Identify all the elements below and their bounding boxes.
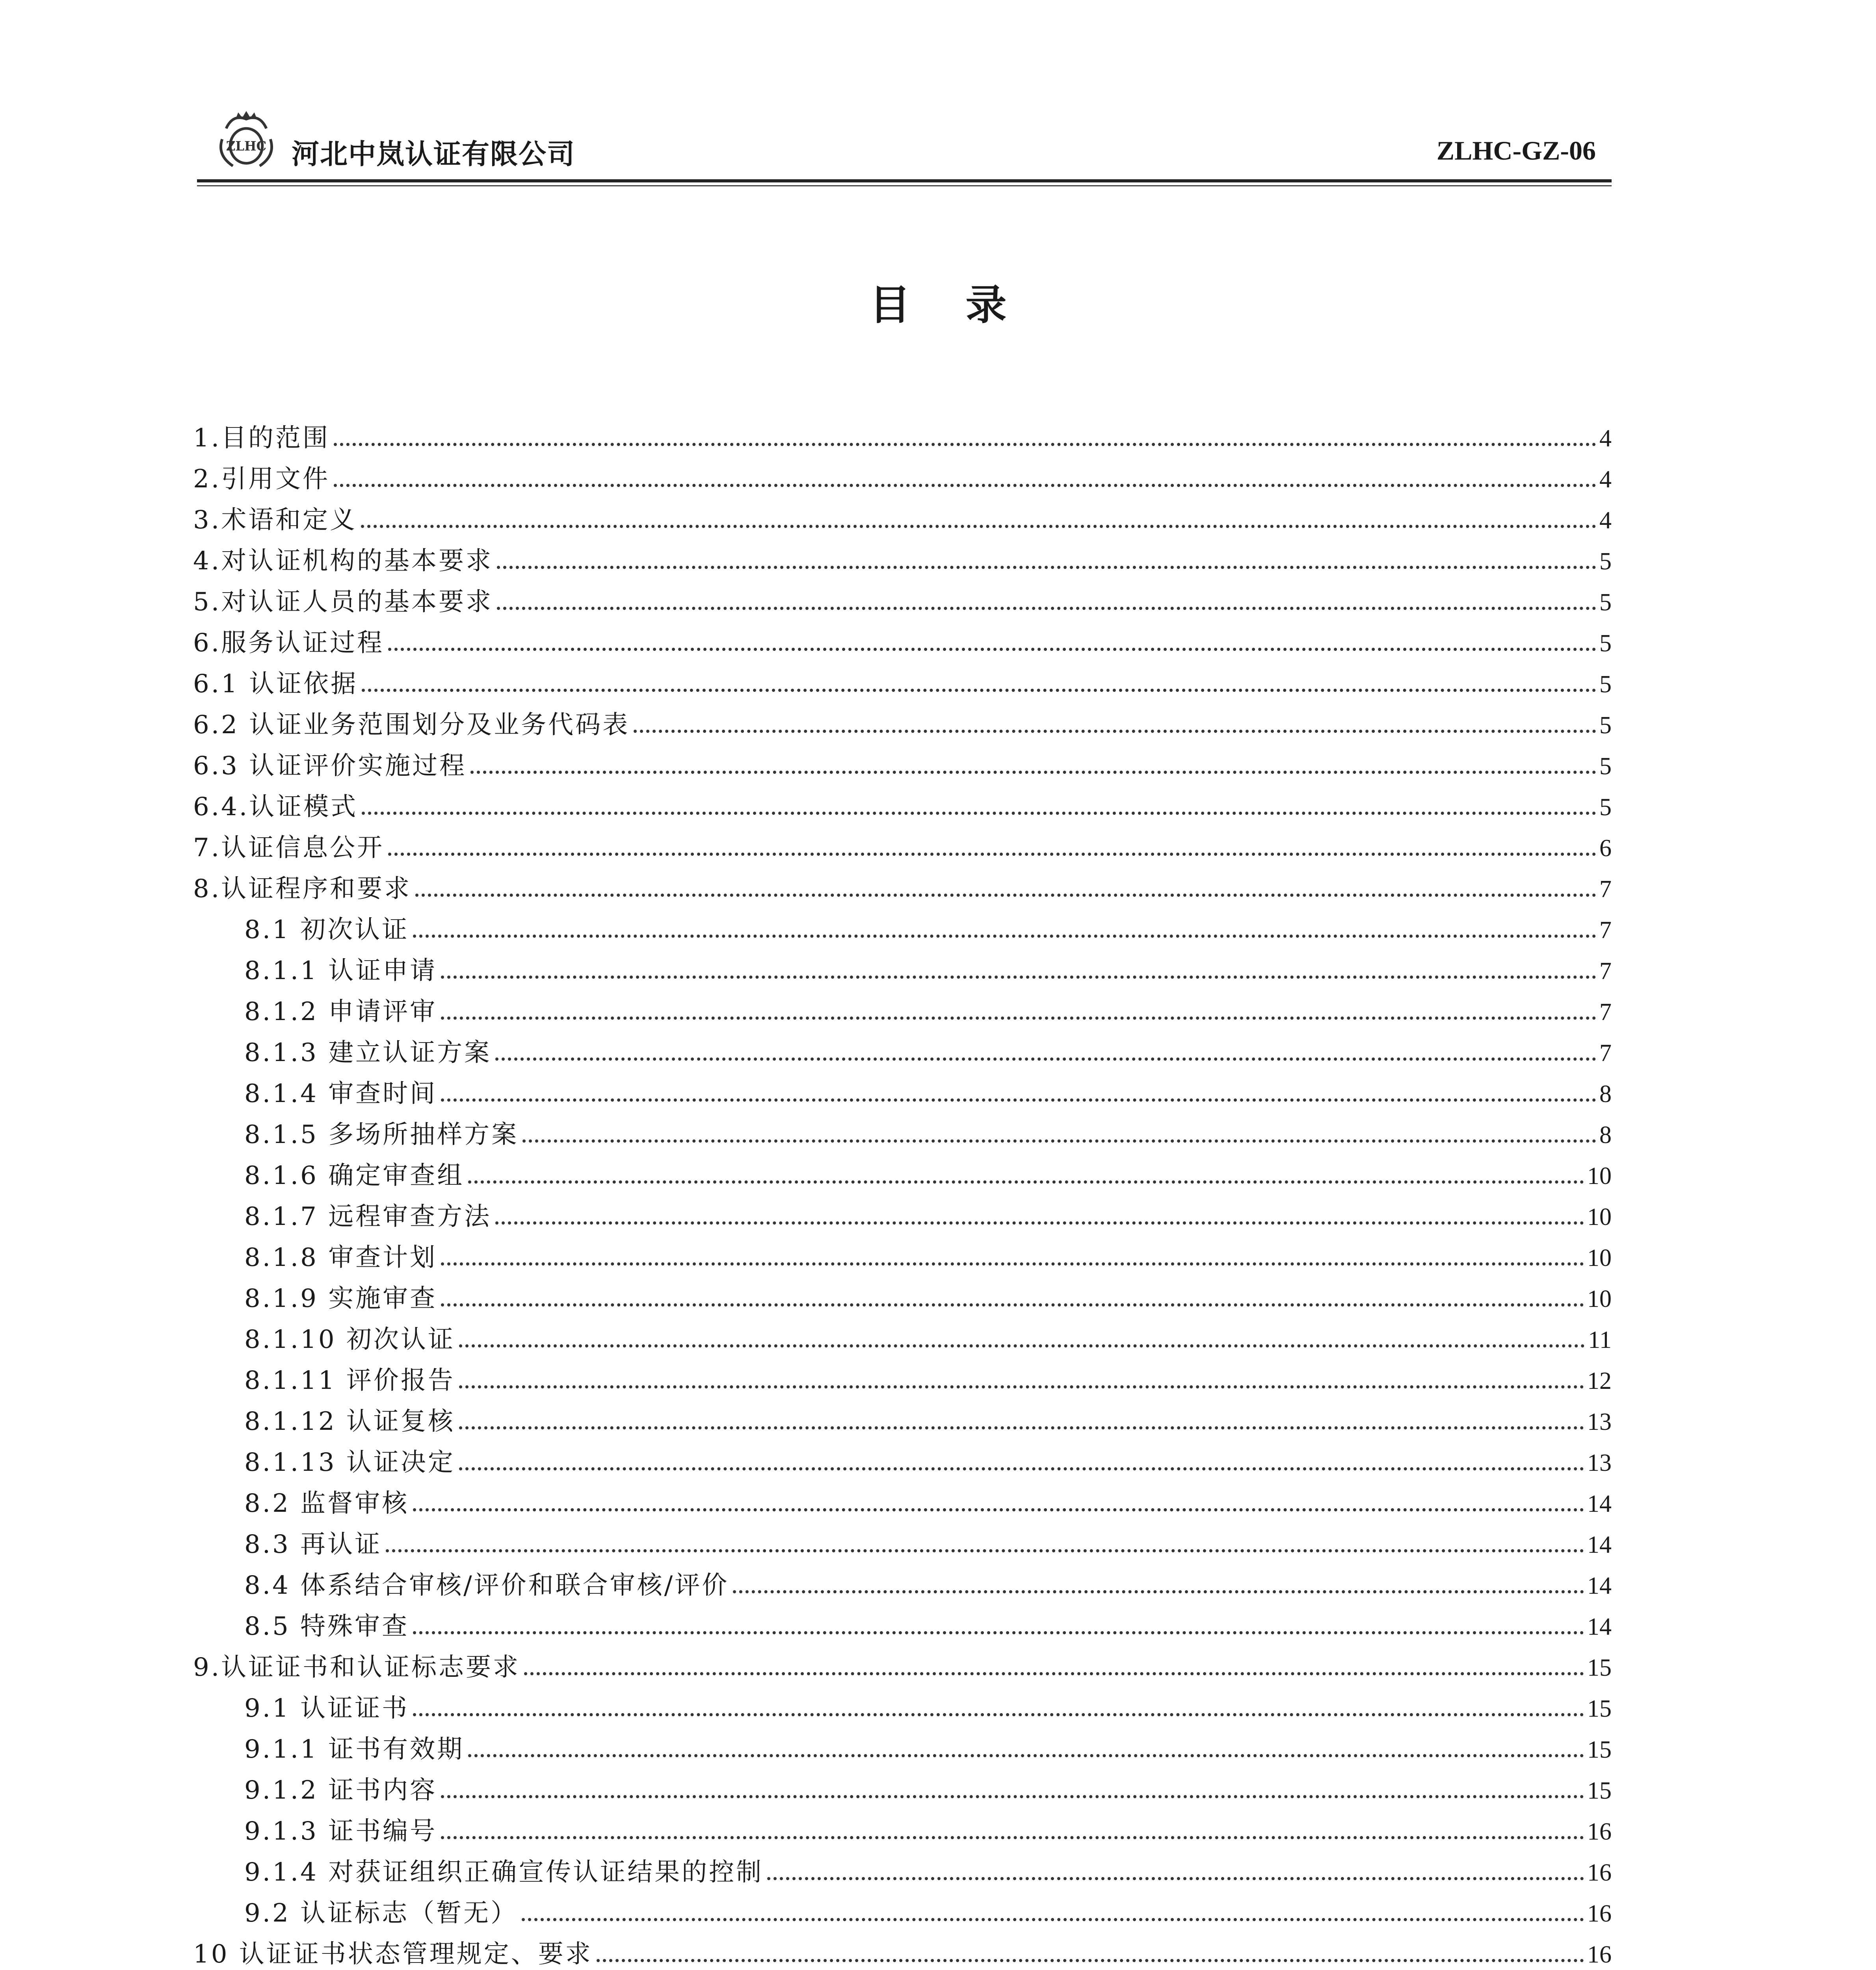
toc-leader-dots bbox=[413, 1713, 1584, 1716]
toc-entry[interactable] bbox=[193, 738, 1612, 779]
toc-entry[interactable] bbox=[193, 574, 1612, 615]
toc-entry-page: 16 bbox=[1587, 1859, 1612, 1886]
toc-entry-page: 14 bbox=[1587, 1613, 1612, 1640]
toc-entry-label: 8.1.10 初次认证 bbox=[244, 1325, 455, 1354]
toc-entry-label: 9.1.3 证书编号 bbox=[244, 1817, 437, 1846]
toc-entry-label: 8.1.3 建立认证方案 bbox=[244, 1038, 492, 1067]
toc-entry-label: 8.1 初次认证 bbox=[244, 915, 409, 944]
toc-entry-label: 8.1.11 评价报告 bbox=[244, 1366, 455, 1395]
toc-entry-label: 9.1.2 证书内容 bbox=[244, 1776, 437, 1805]
toc-leader-dots bbox=[459, 1344, 1585, 1347]
toc-entry-page: 10 bbox=[1587, 1245, 1612, 1271]
toc-entry-page: 6 bbox=[1599, 835, 1612, 862]
toc-entry-label: 3.术语和定义 bbox=[193, 506, 357, 535]
toc-leader-dots bbox=[334, 484, 1596, 487]
toc-entry-label: 8.1.6 确定审查组 bbox=[244, 1161, 465, 1190]
toc-entry[interactable] bbox=[244, 901, 1612, 942]
toc-entry-page: 7 bbox=[1599, 876, 1612, 903]
toc-entry[interactable] bbox=[244, 1762, 1612, 1803]
toc-leader-dots bbox=[415, 894, 1596, 897]
toc-entry-label: 6.4.认证模式 bbox=[193, 792, 358, 821]
toc-entry[interactable] bbox=[244, 1844, 1612, 1885]
toc-entry-page: 7 bbox=[1599, 958, 1612, 985]
toc-entry[interactable] bbox=[244, 1024, 1612, 1065]
toc-entry[interactable] bbox=[244, 1680, 1612, 1721]
toc-entry-label: 9.1.1 证书有效期 bbox=[244, 1735, 465, 1764]
toc-entry-page: 5 bbox=[1599, 753, 1612, 780]
toc-entry[interactable] bbox=[193, 1967, 1612, 1970]
toc-leader-dots bbox=[468, 1754, 1584, 1757]
toc-leader-dots bbox=[441, 1098, 1596, 1102]
toc-entry-page: 10 bbox=[1587, 1204, 1612, 1230]
toc-leader-dots bbox=[413, 1631, 1584, 1634]
toc-entry[interactable] bbox=[244, 1147, 1612, 1188]
toc-entry[interactable] bbox=[244, 942, 1612, 983]
toc-entry-label: 9.1.4 对获证组织正确宣传认证结果的控制 bbox=[244, 1858, 764, 1887]
toc-leader-dots bbox=[441, 1303, 1584, 1307]
toc-leader-dots bbox=[459, 1385, 1584, 1388]
toc-entry-page: 10 bbox=[1587, 1163, 1612, 1189]
toc-entry-page: 14 bbox=[1587, 1531, 1612, 1558]
page-title: 目录 bbox=[869, 281, 1062, 329]
toc-entry-page: 8 bbox=[1599, 1122, 1612, 1149]
toc-entry-page: 15 bbox=[1587, 1777, 1612, 1804]
toc-leader-dots bbox=[522, 1918, 1584, 1921]
toc-entry-page: 15 bbox=[1587, 1695, 1612, 1722]
toc-entry[interactable] bbox=[244, 1434, 1612, 1475]
toc-leader-dots bbox=[767, 1877, 1584, 1880]
toc-leader-dots bbox=[495, 1221, 1584, 1225]
toc-entry-page: 5 bbox=[1599, 548, 1612, 575]
toc-entry-label: 6.1 认证依据 bbox=[193, 669, 358, 699]
toc-entry-label: 8.4 体系结合审核/评价和联合审核/评价 bbox=[244, 1571, 729, 1600]
toc-leader-dots bbox=[524, 1672, 1584, 1675]
toc-entry-label: 8.2 监督审核 bbox=[244, 1489, 409, 1518]
toc-entry-label: 8.1.4 审查时间 bbox=[244, 1079, 437, 1108]
toc-entry[interactable] bbox=[244, 1229, 1612, 1270]
company-name: 河北中岚认证有限公司 bbox=[292, 138, 575, 170]
toc-entry[interactable] bbox=[244, 1721, 1612, 1762]
toc-entry-page: 13 bbox=[1587, 1409, 1612, 1435]
toc-entry[interactable] bbox=[244, 1352, 1612, 1393]
toc-entry-label: 6.服务认证过程 bbox=[193, 628, 385, 658]
header-divider bbox=[197, 185, 1612, 186]
toc-leader-dots bbox=[386, 1549, 1584, 1552]
toc-entry-page: 15 bbox=[1587, 1736, 1612, 1763]
toc-entry[interactable] bbox=[244, 1885, 1612, 1926]
toc-entry[interactable] bbox=[244, 1106, 1612, 1147]
toc-leader-dots bbox=[733, 1590, 1584, 1593]
toc-entry[interactable] bbox=[193, 615, 1612, 656]
toc-leader-dots bbox=[497, 607, 1596, 610]
toc-entry[interactable] bbox=[193, 533, 1612, 574]
toc-entry-label: 8.1.2 申请评审 bbox=[244, 997, 437, 1026]
toc-leader-dots bbox=[388, 853, 1596, 856]
toc-entry-label: 1.目的范围 bbox=[193, 424, 330, 453]
toc-entry-label: 6.3 认证评价实施过程 bbox=[193, 751, 467, 781]
toc-leader-dots bbox=[470, 771, 1596, 774]
toc-entry-label: 10 认证证书状态管理规定、要求 bbox=[193, 1940, 593, 1969]
toc-entry[interactable] bbox=[193, 451, 1612, 492]
toc-leader-dots bbox=[413, 1508, 1584, 1511]
toc-entry-page: 15 bbox=[1587, 1654, 1612, 1681]
toc-leader-dots bbox=[441, 1795, 1584, 1798]
toc-entry-label: 8.1.9 实施审查 bbox=[244, 1284, 437, 1313]
toc-entry-label: 8.3 再认证 bbox=[244, 1530, 382, 1559]
toc-entry[interactable] bbox=[193, 656, 1612, 697]
toc-entry[interactable] bbox=[244, 1393, 1612, 1434]
toc-entry[interactable] bbox=[193, 820, 1612, 860]
toc-entry-page: 7 bbox=[1599, 917, 1612, 944]
toc-leader-dots bbox=[634, 730, 1596, 733]
toc-entry[interactable] bbox=[244, 1475, 1612, 1516]
toc-leader-dots bbox=[459, 1467, 1584, 1470]
toc-leader-dots bbox=[495, 1057, 1596, 1061]
toc-entry-page: 13 bbox=[1587, 1450, 1612, 1476]
toc-entry[interactable] bbox=[193, 410, 1612, 451]
toc-leader-dots bbox=[441, 1017, 1596, 1020]
toc-entry-label: 4.对认证机构的基本要求 bbox=[193, 546, 493, 576]
toc-entry-page: 4 bbox=[1599, 425, 1612, 452]
toc-entry[interactable] bbox=[244, 1598, 1612, 1639]
toc-entry-page: 7 bbox=[1599, 999, 1612, 1026]
toc-entry[interactable] bbox=[193, 860, 1612, 901]
toc-entry[interactable] bbox=[244, 1311, 1612, 1352]
toc-entry[interactable] bbox=[244, 1270, 1612, 1311]
page-header bbox=[197, 100, 1612, 182]
toc-entry-page: 14 bbox=[1587, 1572, 1612, 1599]
toc-entry[interactable] bbox=[244, 1065, 1612, 1106]
toc-entry-page: 11 bbox=[1588, 1327, 1612, 1353]
toc-entry-page: 4 bbox=[1599, 507, 1612, 534]
toc-leader-dots bbox=[597, 1959, 1584, 1962]
toc-entry-label: 6.2 认证业务范围划分及业务代码表 bbox=[193, 710, 630, 740]
toc-entry-page: 4 bbox=[1599, 466, 1612, 493]
toc-leader-dots bbox=[468, 1180, 1584, 1184]
crest-logo-icon bbox=[213, 108, 280, 175]
toc-entry[interactable] bbox=[193, 697, 1612, 738]
toc-entry[interactable] bbox=[244, 1803, 1612, 1844]
toc-entry-page: 7 bbox=[1599, 1040, 1612, 1067]
toc-entry-label: 8.1.1 认证申请 bbox=[244, 956, 437, 985]
toc-leader-dots bbox=[522, 1139, 1596, 1143]
toc-leader-dots bbox=[459, 1426, 1584, 1429]
toc-entry-label: 9.1 认证证书 bbox=[244, 1694, 409, 1723]
toc-leader-dots bbox=[334, 443, 1596, 446]
toc-entry[interactable] bbox=[193, 492, 1612, 533]
toc-leader-dots bbox=[441, 976, 1596, 979]
toc-entry-page: 5 bbox=[1599, 794, 1612, 821]
toc-leader-dots bbox=[441, 1262, 1584, 1266]
toc-entry[interactable] bbox=[193, 1926, 1612, 1967]
toc-leader-dots bbox=[413, 935, 1596, 938]
toc-entry-page: 16 bbox=[1587, 1818, 1612, 1845]
toc-entry-page: 16 bbox=[1587, 1900, 1612, 1927]
toc-entry-page: 5 bbox=[1599, 712, 1612, 739]
toc-entry-label: 8.1.5 多场所抽样方案 bbox=[244, 1120, 519, 1149]
document-code: ZLHC-GZ-06 bbox=[1436, 136, 1596, 165]
toc-entry[interactable] bbox=[244, 1188, 1612, 1229]
toc-entry-page: 10 bbox=[1587, 1286, 1612, 1312]
toc-entry-label: 5.对认证人员的基本要求 bbox=[193, 587, 493, 617]
toc-entry-label: 8.1.12 认证复核 bbox=[244, 1407, 455, 1436]
toc-entry-page: 5 bbox=[1599, 589, 1612, 616]
toc-entry-label: 9.2 认证标志（暂无） bbox=[244, 1899, 518, 1928]
toc-entry-label: 7.认证信息公开 bbox=[193, 833, 385, 862]
toc-entry[interactable] bbox=[193, 1639, 1612, 1680]
toc-entry-label: 9.认证证书和认证标志要求 bbox=[193, 1653, 521, 1682]
toc-entry-page: 14 bbox=[1587, 1491, 1612, 1517]
toc-entry-label: 8.1.7 远程审查方法 bbox=[244, 1202, 492, 1231]
toc-entry[interactable] bbox=[244, 983, 1612, 1024]
toc-entry-page: 16 bbox=[1587, 1941, 1612, 1968]
toc-entry-page: 5 bbox=[1599, 630, 1612, 657]
toc-entry-label: 8.认证程序和要求 bbox=[193, 874, 412, 903]
toc-entry-label: 8.5 特殊审查 bbox=[244, 1612, 409, 1641]
toc-entry-label: 8.1.13 认证决定 bbox=[244, 1448, 455, 1477]
toc-leader-dots bbox=[361, 525, 1596, 528]
toc-entry-label: 2.引用文件 bbox=[193, 465, 330, 494]
toc-leader-dots bbox=[362, 689, 1596, 692]
logo-text: ZLHC bbox=[226, 139, 267, 154]
toc-entry-page: 5 bbox=[1599, 671, 1612, 698]
toc-entry-label: 8.1.8 审查计划 bbox=[244, 1243, 437, 1272]
toc-entry-page: 8 bbox=[1599, 1081, 1612, 1108]
toc-leader-dots bbox=[497, 566, 1596, 569]
toc-entry[interactable] bbox=[244, 1516, 1612, 1557]
toc-leader-dots bbox=[362, 812, 1596, 815]
toc-entry-page: 12 bbox=[1587, 1368, 1612, 1394]
toc-entry[interactable] bbox=[193, 779, 1612, 820]
toc-leader-dots bbox=[388, 648, 1596, 651]
toc-leader-dots bbox=[441, 1836, 1584, 1839]
toc-entry[interactable] bbox=[244, 1557, 1612, 1598]
